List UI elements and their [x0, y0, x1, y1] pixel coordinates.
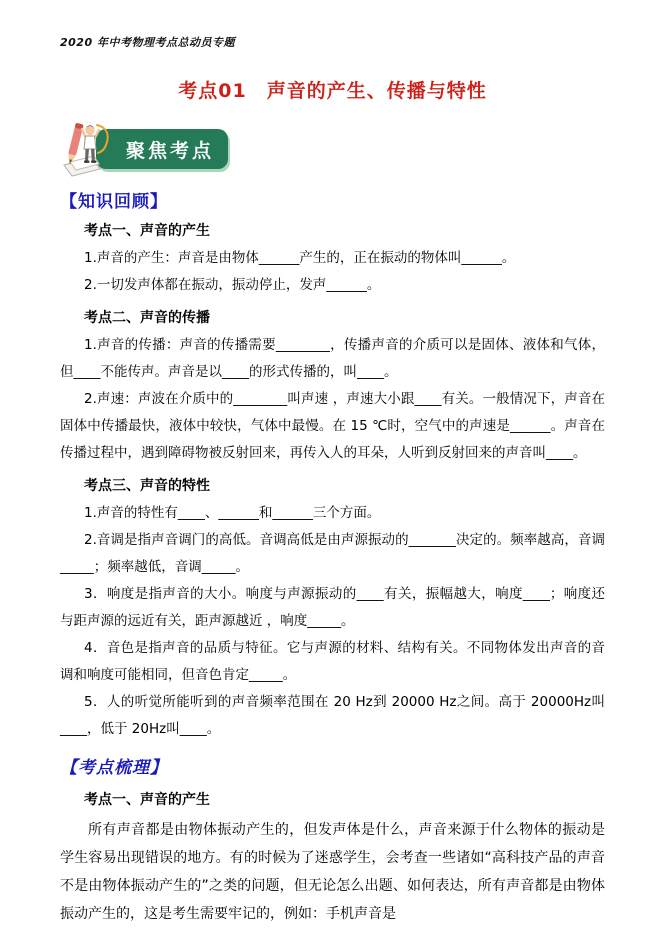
fill-blank-item: 1.声音的传播：声音的传播需要________，传播声音的介质可以是固体、液体和气体，但____不能传声。声音是以____的形式传播的，叫____。 [60, 337, 605, 380]
review-paragraph: 所有声音都是由物体振动产生的，但发声体是什么，声音来源于什么物体的振动是学生容易出现错误的地方。有的时候为了迷惑学生，会考查一些诸如“高科技产品的声音不是由物体振动产生的”之类的问题，但无论怎么出题、如何表达，所有声音都是由物体振动产生的，这是考生需要牢记的，例如：手机声音是 [60, 822, 605, 922]
knowledge-review-heading: 【知识回顾】 [60, 192, 168, 212]
page-title: 考点01 声音的产生、传播与特性 [178, 80, 487, 102]
student-character-icon [60, 117, 122, 179]
fill-blank-item: 4．音色是指声音的品质与特征。它与声源的材料、结构有关。不同物体发出声音的音调和响度可能相同，但音色肯定_____。 [60, 640, 605, 683]
fill-blank-item: 2.一切发声体都在振动，振动停止，发声______。 [84, 277, 381, 293]
fill-blank-item: 2.声速：声波在介质中的________叫声速 ，声速大小跟____有关。一般情况下，声音在固体中传播最快，液体中较快，气体中最慢。在 15 ℃时，空气中的声速是______。声音在传播过程中，遇到障碍物被反射回来，再传入人的耳朵，人听到反射回来的声音叫____。 [60, 391, 605, 461]
subsection-heading-sound-propagation: 考点二、声音的传播 [84, 310, 210, 326]
exam-point-review-heading: 【考点梳理】 [60, 758, 168, 778]
review-subsection-heading-sound-production: 考点一、声音的产生 [84, 792, 210, 808]
fill-blank-item: 1.声音的特性有____、______和______三个方面。 [84, 505, 381, 521]
document-header: 2020 年中考物理考点总动员专题 [60, 36, 235, 49]
focus-badge [60, 117, 260, 179]
subsection-heading-sound-production: 考点一、声音的产生 [84, 223, 210, 239]
fill-blank-item: 1.声音的产生：声音是由物体______产生的，正在振动的物体叫______。 [84, 250, 516, 266]
subsection-heading-sound-characteristics: 考点三、声音的特性 [84, 478, 210, 494]
fill-blank-item: 3．响度是指声音的大小。响度与声源振动的____有关，振幅越大，响度____；响度还与距声源的远近有关，距声源越近 ，响度_____。 [60, 586, 605, 629]
fill-blank-item: 2.音调是指声音调门的高低。音调高低是由声源振动的_______决定的。频率越高，音调_____；频率越低，音调_____。 [60, 532, 605, 575]
fill-blank-item: 5．人的听觉所能听到的声音频率范围在 20 Hz到 20000 Hz之间。高于 20000Hz叫____，低于 20Hz叫____。 [60, 694, 605, 737]
focus-badge-label: 聚焦考点 [126, 139, 215, 162]
review-section [60, 753, 605, 928]
